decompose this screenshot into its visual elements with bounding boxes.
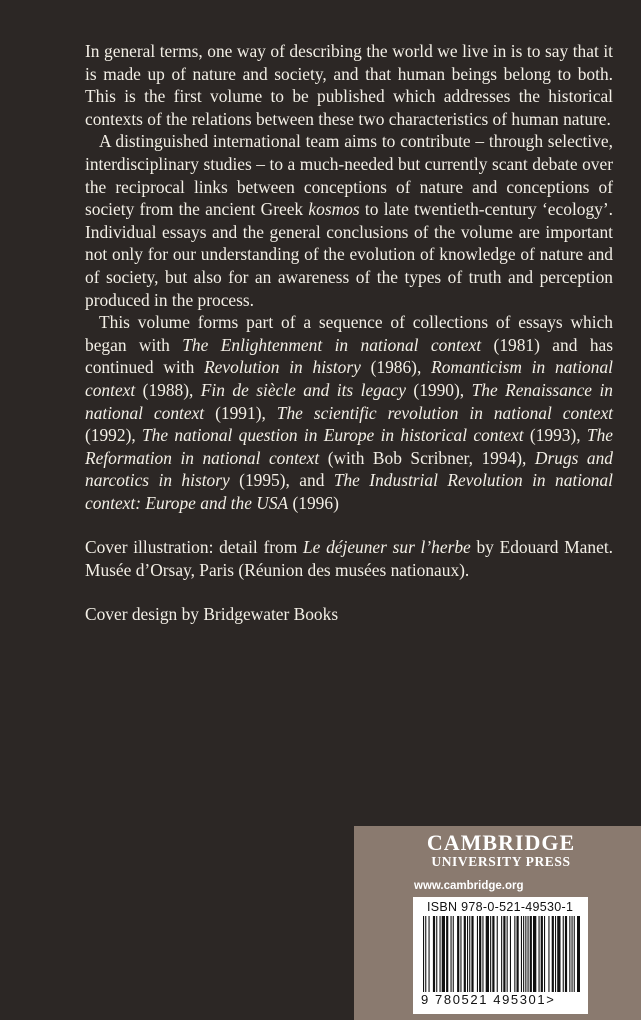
barcode-bar (517, 916, 519, 992)
publisher-press: UNIVERSITY PRESS (431, 854, 571, 869)
series-text: (1986), (360, 357, 432, 378)
series-text: (1992), (85, 425, 143, 446)
series-text: This volume forms part of a sequence of collections of essays which began with (85, 312, 613, 355)
isbn-label: ISBN 978-0-521-49530-1 (427, 900, 574, 914)
series-title: The Reformation in national context (85, 425, 613, 468)
barcode-bar (492, 916, 494, 992)
barcode-bar (503, 916, 505, 992)
barcode-bar (433, 916, 435, 992)
blurb-text: to late twentieth-century ‘ecology’. Individual essays and the general conclusions of the volume are important not only for our understanding of the evolution of knowledge of nature and of society, but also for an awareness of the types of truth and perception produced in the process. (85, 199, 613, 310)
barcode-bar (423, 916, 424, 992)
cambridge-logo (416, 831, 586, 869)
series-text: (1988), (135, 379, 201, 400)
barcode-bar (467, 916, 468, 992)
blurb-paragraph-3 (85, 311, 613, 514)
barcode-bar (464, 916, 466, 992)
barcode-bar (440, 916, 441, 992)
barcode-bar (497, 916, 498, 992)
series-title: The Enlightenment in national context (182, 334, 482, 355)
barcode-bar (541, 916, 543, 992)
barcode-bar (525, 916, 526, 992)
barcode-bar (510, 916, 511, 992)
series-text: (1993), (523, 425, 587, 446)
isbn-barcode (413, 897, 588, 1014)
series-title: The scientific revolution in national context (276, 402, 614, 423)
series-text: (1981) and has continued with (85, 334, 614, 378)
credit-text: by Edouard Manet. Musée d’Orsay, Paris (Réunion des musées nationaux). (85, 537, 613, 581)
barcode-bar (486, 916, 489, 992)
barcode-bar (477, 916, 478, 992)
barcode-bar (446, 916, 448, 992)
barcode-bar (533, 916, 536, 992)
barcode-bar (569, 916, 570, 992)
series-text: (1995), and (229, 470, 334, 491)
painting-title: Le déjeuner sur l’herbe (302, 537, 471, 558)
barcode-bar (451, 916, 452, 992)
series-text: (1990), (406, 379, 472, 400)
blurb-paragraph-1: In general terms, one way of describing the world we live in is to say that it is made up of nature and society, and that human beings belong to both. This is the first volume to be published which addresses the historical contexts of the relations between these two characteristics of human nature. (85, 41, 613, 129)
barcode-bar (565, 916, 567, 992)
back-cover-blurb (85, 40, 613, 625)
blurb-paragraph-2 (85, 130, 613, 311)
barcode-bar (544, 916, 545, 992)
barcode-bar (577, 916, 580, 992)
barcode-digits (421, 993, 580, 1007)
barcode-bar (557, 916, 560, 992)
barcode-bar (490, 916, 491, 992)
barcode-bar (539, 916, 540, 992)
barcode-bar (442, 916, 445, 992)
barcode-bar (514, 916, 515, 992)
series-title: Revolution in history (204, 357, 361, 378)
barcode-bar (429, 916, 430, 992)
cover-design-credit: Cover design by Bridgewater Books (85, 603, 339, 624)
series-title: The national question in Europe in historical context (142, 425, 524, 446)
barcode-marker: > (546, 992, 556, 1007)
barcode-bar (469, 916, 470, 992)
series-text: (1996) (288, 492, 339, 513)
barcode-bar (548, 916, 549, 992)
series-text: (1991), (204, 402, 277, 423)
barcode-bar (521, 916, 522, 992)
barcode-bar (482, 916, 483, 992)
series-title: Drugs and narcotics in history (85, 447, 614, 491)
series-title: The Renaissance in national context (85, 379, 613, 423)
barcode-bar (425, 916, 426, 992)
blurb-text: A distinguished international team aims to contribute – through selective, interdisciplinary studies – to a much-needed but currently scant debate over the reciprocal links between conceptions of nature and conceptions of society from the ancient Greek (85, 131, 613, 220)
series-text: (with Bob Scribner, 1994), (319, 447, 535, 468)
kosmos-term: kosmos (308, 199, 360, 220)
barcode-number: 9 780521 495301 (421, 992, 547, 1007)
barcode-bar (555, 916, 556, 992)
series-title: Romanticism in national context (85, 357, 613, 400)
barcode-bar (572, 916, 573, 992)
barcode-bars (421, 916, 580, 992)
credit-text: Cover illustration: detail from (85, 537, 303, 558)
publisher-panel (354, 826, 641, 1020)
cover-illustration-credit (85, 536, 613, 581)
barcode-bar (563, 916, 564, 992)
barcode-bar (501, 916, 502, 992)
series-title: Fin de siècle and its legacy (200, 379, 406, 400)
barcode-bar (457, 916, 459, 992)
barcode-bar (528, 916, 529, 992)
series-title: The Industrial Revolution in national context: Europe and the USA (85, 470, 613, 513)
barcode-bar (507, 916, 508, 992)
barcode-bar (436, 916, 437, 992)
barcode-bar (453, 916, 454, 992)
publisher-url: www.cambridge.org (414, 880, 524, 892)
barcode-bar (530, 916, 532, 992)
barcode-bar (574, 916, 575, 992)
barcode-bar (479, 916, 481, 992)
barcode-bar (523, 916, 524, 992)
barcode-bar (552, 916, 554, 992)
publisher-name: CAMBRIDGE (426, 830, 576, 855)
barcode-bar (460, 916, 461, 992)
barcode-bar (471, 916, 473, 992)
